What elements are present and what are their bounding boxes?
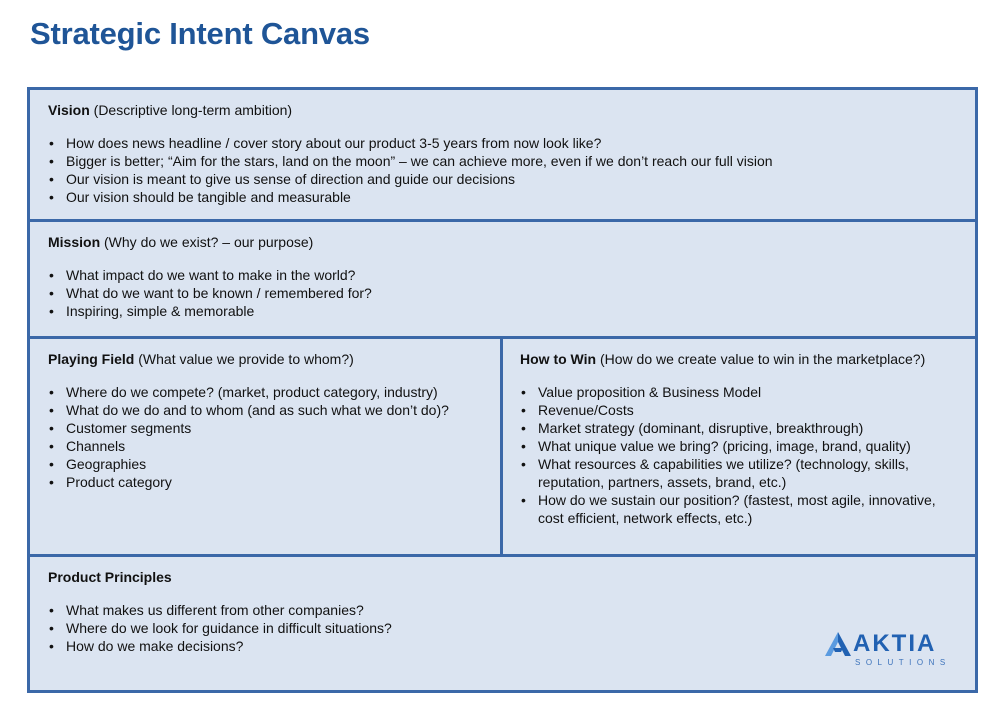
- list-item: • Inspiring, simple & memorable: [48, 302, 957, 320]
- list-item: • How do we make decisions?: [48, 637, 957, 655]
- vision-section: [30, 90, 975, 222]
- vision-subheading: (Descriptive long-term ambition): [89, 102, 293, 118]
- strategic-canvas: [27, 87, 978, 693]
- how-to-win-list: [520, 383, 957, 527]
- product-principles-list: [48, 601, 957, 655]
- aktia-logo: [825, 628, 955, 672]
- list-item: • How do we sustain our position? (fastest, most agile, innovative, cost efficient, network effects, etc.): [520, 491, 957, 527]
- list-item: • Our vision should be tangible and measurable: [48, 188, 957, 206]
- list-item: • Value proposition & Business Model: [520, 383, 957, 401]
- product-principles-heading: [48, 568, 957, 587]
- logo-name: AKTIA: [853, 630, 937, 657]
- list-item: • Bigger is better; “Aim for the stars, land on the moon” – we can achieve more, even if we don’t reach our full vision: [48, 152, 957, 170]
- list-item: • Geographies: [48, 455, 482, 473]
- list-item: • Where do we compete? (market, product category, industry): [48, 383, 482, 401]
- playing-field-heading: [48, 350, 482, 369]
- list-item: • What do we want to be known / remembered for?: [48, 284, 957, 302]
- how-to-win-heading-label: How to Win: [520, 351, 597, 367]
- logo-tagline: SOLUTIONS: [855, 658, 951, 667]
- list-item: • Revenue/Costs: [520, 401, 957, 419]
- product-principles-section: [30, 557, 975, 690]
- mission-list: [48, 266, 957, 320]
- page-title: Strategic Intent Canvas: [30, 16, 370, 51]
- how-to-win-heading: [520, 350, 957, 369]
- list-item: • How does news headline / cover story about our product 3-5 years from now look like?: [48, 134, 957, 152]
- list-item: • What unique value we bring? (pricing, image, brand, quality): [520, 437, 957, 455]
- vision-heading-label: Vision: [48, 102, 90, 118]
- aktia-a-mark-icon: [825, 632, 851, 656]
- list-item: • Our vision is meant to give us sense of direction and guide our decisions: [48, 170, 957, 188]
- mission-heading: [48, 233, 957, 252]
- list-item: • What resources & capabilities we utilize? (technology, skills, reputation, partners, assets, brand, etc.): [520, 455, 957, 491]
- vision-heading: [48, 101, 957, 120]
- playing-field-subheading: (What value we provide to whom?): [134, 351, 354, 367]
- list-item: • Market strategy (dominant, disruptive, breakthrough): [520, 419, 957, 437]
- list-item: • What impact do we want to make in the world?: [48, 266, 957, 284]
- playing-field-section: [30, 339, 503, 557]
- list-item: • Product category: [48, 473, 482, 491]
- vision-list: [48, 134, 957, 206]
- mission-subheading: (Why do we exist? – our purpose): [100, 234, 314, 250]
- product-principles-heading-label: Product Principles: [48, 569, 172, 585]
- how-to-win-subheading: (How do we create value to win in the marketplace?): [596, 351, 926, 367]
- list-item: • Where do we look for guidance in difficult situations?: [48, 619, 957, 637]
- mission-heading-label: Mission: [48, 234, 101, 250]
- playing-field-heading-label: Playing Field: [48, 351, 135, 367]
- list-item: • Customer segments: [48, 419, 482, 437]
- mission-section: [30, 222, 975, 339]
- list-item: • What makes us different from other companies?: [48, 601, 957, 619]
- list-item: • What do we do and to whom (and as such what we don’t do)?: [48, 401, 482, 419]
- how-to-win-section: [503, 339, 975, 557]
- list-item: • Channels: [48, 437, 482, 455]
- playing-field-list: [48, 383, 482, 491]
